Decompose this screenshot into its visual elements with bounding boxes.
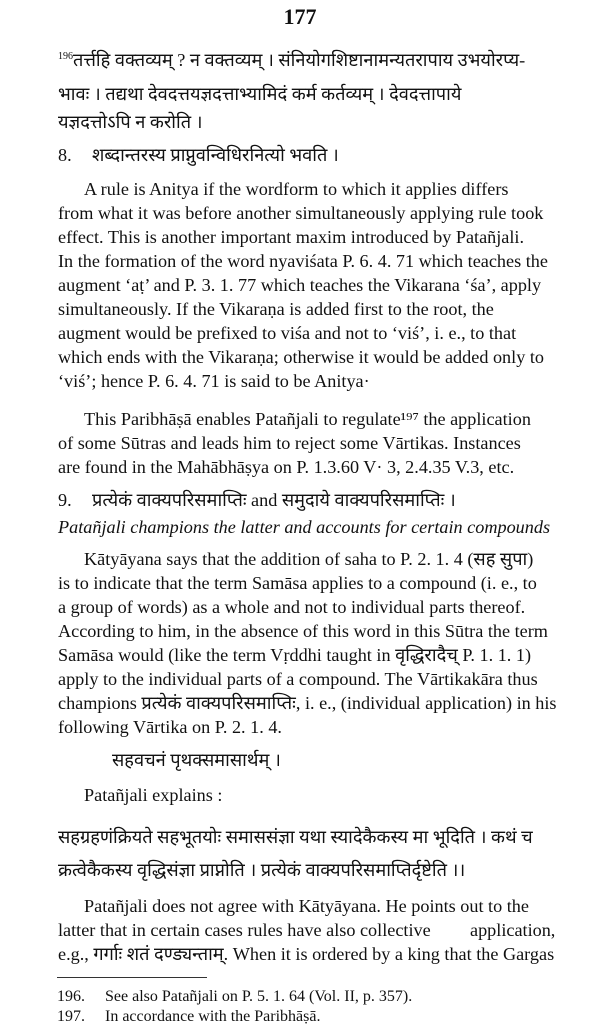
text-line: are found in the Mahābhāṣya on P. 1.3.60 V· 3, 2.4.35 V.3, etc. (58, 457, 515, 477)
footnote-number: 196. (57, 988, 85, 1005)
footnote-text: See also Patañjali on P. 5. 1. 64 (Vol. II, p. 357). (105, 988, 413, 1005)
text-line: apply to the individual parts of a compound. The Vārtikakāra thus (58, 669, 538, 689)
text-line: augment would be prefixed to viśa and not to ‘viś’, i. e., to that (58, 323, 517, 343)
text-line: This Paribhāṣā enables Patañjali to regulate¹⁹⁷ the application (84, 409, 531, 429)
section-number: 8. (58, 145, 72, 165)
text-line: A rule is Anitya if the wordform to which it applies differs (84, 179, 509, 199)
footnote-number: 197. (57, 1008, 85, 1025)
sanskrit-vartika: सहवचनं पृथक्समासार्थम् । (112, 750, 281, 770)
section-subheading: Patañjali champions the latter and accounts for certain compounds (58, 517, 551, 537)
text-line: Samāsa would (like the term Vṛddhi taught in वृद्धिरादैच् P. 1. 1. 1) (58, 645, 532, 665)
text-line-tail: application, (470, 920, 556, 940)
text-line: In the formation of the word nyaviśata P. 6. 4. 71 which teaches the (58, 251, 548, 271)
section-heading-sanskrit: शब्दान्तरस्य प्राप्नुवन्विधिरनित्यो भवति । (92, 145, 339, 165)
text-line: is to indicate that the term Samāsa applies to a compound (i. e., to (58, 573, 537, 593)
text-line: Kātyāyana says that the addition of saha to P. 2. 1. 4 (सह सुपा) (84, 549, 534, 569)
text-line: from what it was before another simultaneously applying rule took (58, 203, 544, 223)
text-line: Patañjali explains : (84, 785, 223, 805)
text-line: e.g., गर्गाः शतं दण्ड्यन्ताम्. When it is ordered by a king that the Gargas (58, 944, 555, 964)
sanskrit-line: यज्ञदत्तोऽपि न करोति । (58, 112, 203, 132)
text-line: a group of words) as a whole and not to individual parts thereof. (58, 597, 526, 617)
text-line: following Vārtika on P. 2. 1. 4. (58, 717, 282, 737)
text-line: of some Sūtras and leads him to reject some Vārtikas. Instances (58, 433, 521, 453)
text-line: champions प्रत्येकं वाक्यपरिसमाप्तिः, i. e., (individual application) in his (58, 693, 557, 713)
sanskrit-line: क्रत्वेकैकस्य वृद्धिसंज्ञा प्राप्नोति । प्रत्येकं वाक्यपरिसमाप्तिर्दृष्टेति ।। (58, 860, 466, 880)
text-line: simultaneously. If the Vikaraṇa is added first to the root, the (58, 299, 494, 319)
sanskrit-line: $^{196}$तर्त्तहि वक्तव्यम् ? न वक्तव्यम् । संनियोगशिष्टानामन्यतरापाय उभयोरप्य- (58, 50, 526, 70)
sanskrit-line: सहग्रहणंक्रियते सहभूतयोः समाससंज्ञा यथा स्यादेकैकस्य मा भूदिति । कथं च (58, 827, 533, 847)
text-line: augment ‘aṭ’ and P. 3. 1. 77 which teaches the Vikarana ‘śa’, apply (58, 275, 542, 295)
section-heading-sanskrit: प्रत्येकं वाक्यपरिसमाप्तिः and समुदाये वाक्यपरिसमाप्तिः । (92, 490, 456, 510)
footnote-rule (57, 977, 207, 978)
text-line: Patañjali does not agree with Kātyāyana. He points out to the (84, 896, 529, 916)
footnote-marker: 196 (58, 51, 73, 62)
text-line: which ends with the Vikaraṇa; otherwise it would be added only to (58, 347, 544, 367)
text-line: latter that in certain cases rules have also collective (58, 920, 431, 940)
footnote-text: In accordance with the Paribhāṣā. (105, 1008, 321, 1025)
page-number: 177 (283, 4, 317, 29)
text-line: ‘viś’; hence P. 6. 4. 71 is said to be Anitya· (58, 371, 370, 391)
text-line: effect. This is another important maxim introduced by Patañjali. (58, 227, 525, 247)
section-number: 9. (58, 490, 72, 510)
sanskrit-line: भावः । तद्यथा देवदत्तयज्ञदत्ताभ्यामिदं कर्म कर्तव्यम् । देवदत्तापाये (58, 84, 462, 104)
text-line: According to him, in the absence of this word in this Sūtra the term (58, 621, 548, 641)
